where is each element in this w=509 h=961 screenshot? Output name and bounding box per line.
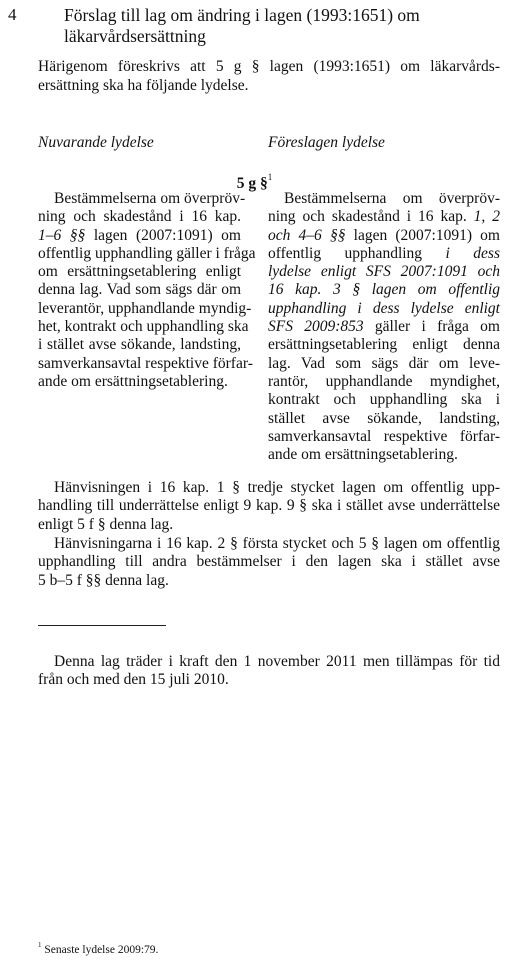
text-line: ning och skadestånd i 16 kap. <box>38 208 241 226</box>
text-line: 5 b–5 f §§ denna lag. <box>38 571 169 589</box>
page-number: 4 <box>8 5 17 24</box>
text-line: från och med den 15 juli 2010. <box>38 671 229 689</box>
proposed-wording-heading: Föreslagen lydelse <box>268 134 385 151</box>
text-line: om ersättningsetablering enligt <box>38 263 241 281</box>
text-line: stället avse sökande, landsting, <box>268 409 500 427</box>
intro-paragraph <box>38 57 500 95</box>
text-line: ande om ersättningsetablering. <box>38 372 228 390</box>
text-fragment: lagen (2007:1091) om <box>345 226 500 244</box>
text-line: rantör, upphandlande myndighet, <box>268 372 500 390</box>
section-label: 5 g § <box>236 175 268 193</box>
title-line: Förslag till lag om ändring i lagen (1993:1651) om <box>64 5 420 25</box>
title-line: läkarvårdsersättning <box>64 26 206 46</box>
italic-reference: 1, 2 <box>473 208 500 226</box>
text-line <box>268 263 500 281</box>
text-line: leverantör, upphandlande myndig- <box>38 299 252 317</box>
text-line: handling till underrättelse enligt 9 kap. 9 § ska i stället avse underrättelse <box>38 497 500 515</box>
text-line: samverkansavtal respektive förfar- <box>38 354 253 372</box>
proposed-wording-text <box>268 190 500 464</box>
text-line <box>268 227 500 245</box>
text-line: denna lag. Vad som sägs där om <box>38 281 241 299</box>
italic-reference: och 4–6 §§ <box>268 226 346 244</box>
italic-reference: upphandling i dess lydelse enligt <box>268 299 500 317</box>
italic-reference: SFS 2009:853 <box>268 318 364 336</box>
text-line: Bestämmelserna om överpröv- <box>54 190 246 207</box>
text-line: Hänvisningen i 16 kap. 1 § tredje stycket lagen om offentlig upp- <box>54 479 500 496</box>
text-line: Hänvisningarna i 16 kap. 2 § första stycket och 5 § lagen om offentlig <box>54 535 500 552</box>
text-line <box>268 281 500 299</box>
text-line: ersättningsetablering enligt denna <box>268 336 500 354</box>
text-fragment: ning och skadestånd i 16 kap. <box>268 208 474 226</box>
text-line <box>268 208 500 226</box>
text-line: offentlig upphandling gäller i fråga <box>38 244 256 262</box>
italic-reference: i dess <box>445 244 500 262</box>
text-line: het, kontrakt och upphandling ska <box>38 318 249 336</box>
text-line <box>38 227 241 245</box>
reference-paragraph <box>38 479 500 534</box>
text-line: lag. Vad som sägs där om leve- <box>268 354 500 372</box>
italic-reference: lydelse enligt SFS 2007:1091 och <box>268 263 500 281</box>
text-line <box>268 318 500 336</box>
text-line: upphandling till andra bestämmelser i den lagen ska i stället avse <box>38 553 500 571</box>
text-line: ande om ersättningsetablering. <box>268 446 458 464</box>
intro-line: Härigenom föreskrivs att 5 g § lagen (1993:1651) om läkarvårds- <box>38 58 500 75</box>
document-title <box>64 5 484 47</box>
current-wording-text <box>38 190 256 391</box>
text-line <box>268 245 500 263</box>
text-fragment: lagen (2007:1091) om <box>85 226 241 244</box>
intro-line: ersättning ska ha följande lydelse. <box>38 77 249 94</box>
footnote-text: Senaste lydelse 2009:79. <box>41 943 159 956</box>
italic-reference: 16 kap. 3 § lagen om offentlig <box>268 281 500 299</box>
text-line <box>268 300 500 318</box>
footnote <box>38 939 158 957</box>
text-line: Denna lag träder i kraft den 1 november 2011 men tillämpas för tid <box>54 653 500 670</box>
italic-reference: 1–6 §§ <box>38 226 86 244</box>
text-line: kontrakt och upphandling ska i <box>268 391 500 409</box>
current-wording-heading: Nuvarande lydelse <box>38 134 154 151</box>
text-fragment: offentlig upphandling <box>268 244 446 262</box>
text-line: enligt 5 f § denna lag. <box>38 515 174 533</box>
text-line: Bestämmelserna om överpröv- <box>284 190 500 207</box>
separator-rule <box>38 625 166 626</box>
text-fragment: gäller i fråga om <box>363 318 500 336</box>
reference-paragraph <box>38 535 500 590</box>
transition-provision <box>38 653 500 690</box>
text-line: i stället avse sökande, landsting, <box>38 336 241 354</box>
text-line: samverkansavtal respektive förfar- <box>268 427 500 445</box>
footnote-marker: 1 <box>38 941 42 949</box>
footnote-reference: 1 <box>267 172 273 182</box>
